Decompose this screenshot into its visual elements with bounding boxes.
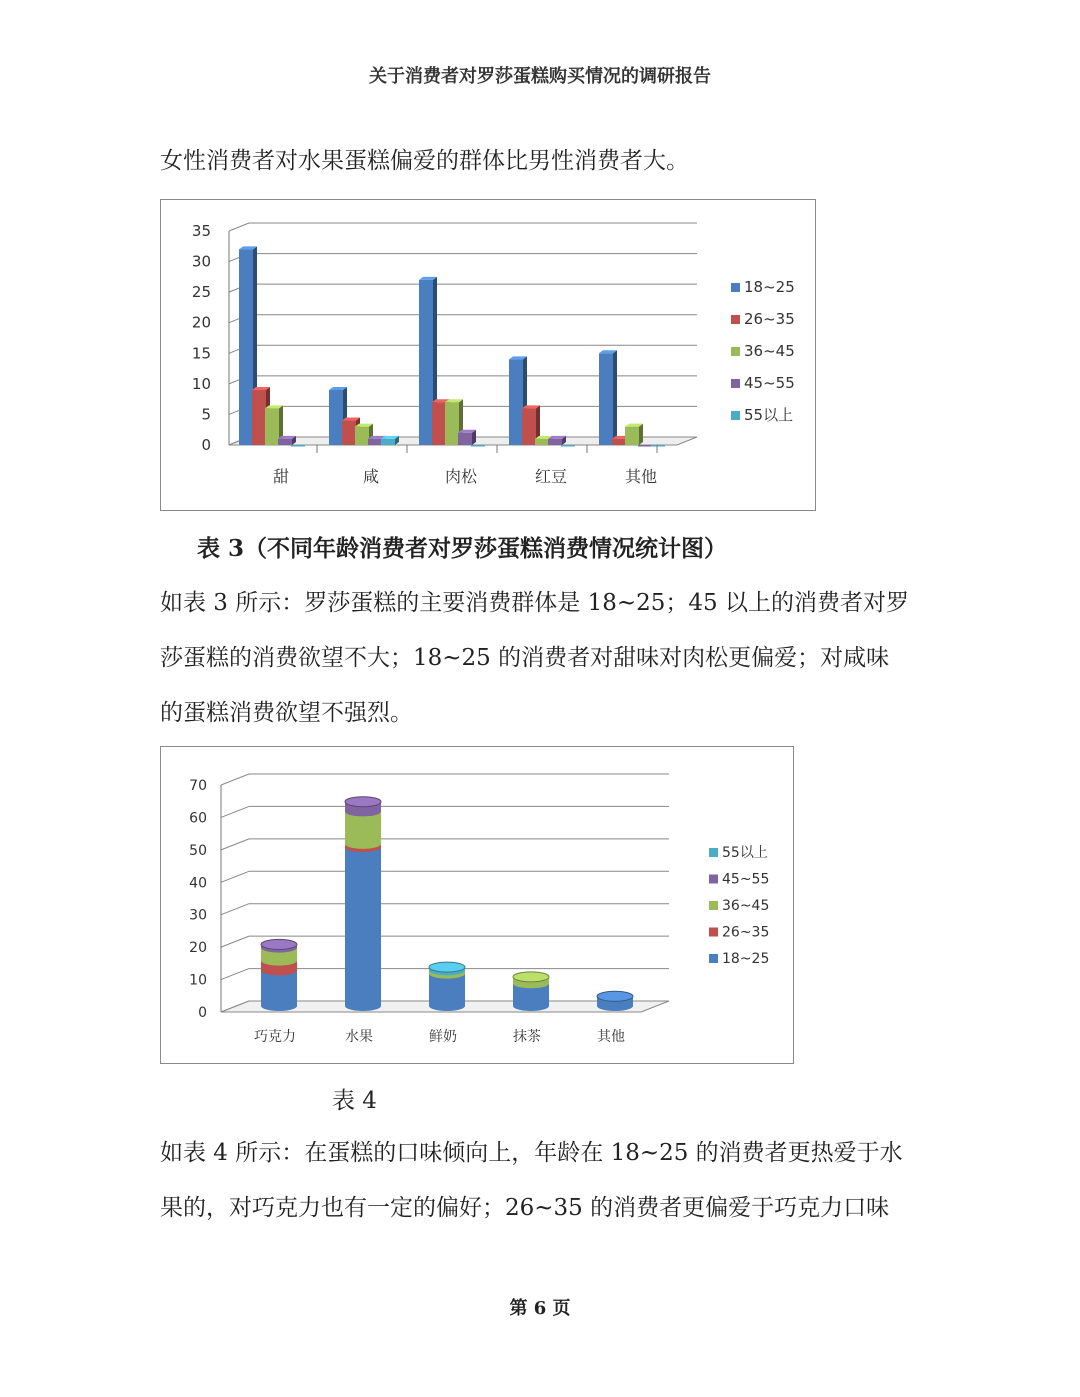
bar <box>638 445 652 447</box>
bar <box>239 249 253 445</box>
y-tick-label: 25 <box>191 283 211 302</box>
bar <box>625 427 639 445</box>
legend-swatch <box>731 347 740 356</box>
y-tick-label: 10 <box>189 972 207 989</box>
bar-side <box>639 424 643 445</box>
y-tick-label: 30 <box>191 252 211 271</box>
bar <box>432 402 446 445</box>
legend-label: 26~35 <box>722 924 770 941</box>
bar <box>368 439 382 445</box>
legend-label: 36~45 <box>744 342 795 360</box>
bar <box>471 445 485 447</box>
chart-3-analysis <box>160 576 930 741</box>
legend-label: 45~55 <box>744 374 795 392</box>
gridline-side <box>221 774 249 785</box>
stack-segment-bottom <box>345 806 381 816</box>
bar <box>252 390 266 445</box>
gridline-side <box>221 936 249 947</box>
legend-label: 45~55 <box>722 871 770 888</box>
y-tick-label: 10 <box>191 374 211 393</box>
x-tick-label: 抹茶 <box>513 1029 541 1045</box>
paragraph-line: 莎蛋糕的消费欲望不大；18~25 的消费者对甜味对肉松更偏爱；对咸味 <box>160 645 890 671</box>
y-tick-label: 0 <box>201 436 211 454</box>
bar <box>329 390 343 445</box>
y-tick-label: 40 <box>189 875 207 892</box>
y-tick-label: 15 <box>191 344 211 363</box>
gridline-side <box>221 871 249 882</box>
paragraph-line: 的蛋糕消费欲望不强烈。 <box>160 700 413 726</box>
page-header: 关于消费者对罗莎蛋糕购买情况的调研报告 <box>369 66 711 87</box>
x-tick-label: 肉松 <box>444 467 478 486</box>
gridline-side <box>221 904 249 915</box>
chart-4-analysis <box>160 1126 930 1236</box>
taste-stacked-cylinder-chart <box>160 746 794 1064</box>
y-tick-label: 50 <box>189 842 207 859</box>
stack-segment-bottom <box>345 839 381 849</box>
cylinder-top <box>345 797 381 807</box>
bar <box>445 402 459 445</box>
bar <box>355 427 369 445</box>
legend-swatch <box>709 954 718 963</box>
bar <box>561 445 575 447</box>
paragraph-line: 果的，对巧克力也有一定的偏好；26~35 的消费者更偏爱于巧克力口味 <box>160 1195 890 1221</box>
x-tick-label: 其他 <box>597 1029 625 1045</box>
x-tick-label: 巧克力 <box>254 1029 296 1045</box>
legend-label: 18~25 <box>744 278 795 296</box>
chart-4-svg <box>161 747 793 1063</box>
x-tick-label: 甜 <box>272 467 290 486</box>
y-tick-label: 5 <box>201 405 211 424</box>
paragraph-line: 如表 4 所示：在蛋糕的口味倾向上，年龄在 18~25 的消费者更热爱于水 <box>160 1140 903 1166</box>
stack-segment-bottom <box>429 1001 465 1011</box>
bar <box>522 408 536 445</box>
bar <box>278 439 292 445</box>
stack-segment-bottom <box>513 1001 549 1011</box>
cylinder-top <box>261 939 297 949</box>
legend-swatch <box>731 283 740 292</box>
bar <box>535 439 549 445</box>
bar <box>599 353 613 445</box>
y-tick-label: 20 <box>189 940 207 957</box>
legend-swatch <box>731 411 740 420</box>
chart-3-svg <box>161 200 815 510</box>
flavor-age-bar-chart <box>160 199 816 511</box>
x-tick-label: 其他 <box>624 467 658 486</box>
x-tick-label: 水果 <box>345 1029 373 1045</box>
stack-segment-bottom <box>597 1001 633 1011</box>
cylinder-top <box>513 972 549 982</box>
bar <box>548 439 562 445</box>
legend-swatch <box>709 928 718 937</box>
legend-label: 55以上 <box>722 845 768 861</box>
stack-segment-bottom <box>261 956 297 966</box>
chart-3-caption: 表 3（不同年龄消费者对罗莎蛋糕消费情况统计图） <box>197 535 728 562</box>
stack-segment-bottom <box>345 1001 381 1011</box>
bar <box>265 408 279 445</box>
bar <box>651 445 665 447</box>
stack-segment <box>345 847 381 1006</box>
legend-swatch <box>731 315 740 324</box>
bar-side <box>613 350 617 445</box>
bar <box>291 445 305 447</box>
gridline-side <box>221 806 249 817</box>
stack-segment <box>261 970 297 1006</box>
legend-swatch <box>709 875 718 884</box>
cylinder-top <box>429 962 465 972</box>
x-tick-label: 鲜奶 <box>429 1029 457 1045</box>
paragraph-line: 如表 3 所示：罗莎蛋糕的主要消费群体是 18~25；45 以上的消费者对罗 <box>160 590 909 616</box>
legend-label: 26~35 <box>744 310 795 328</box>
legend-swatch <box>731 379 740 388</box>
legend-swatch <box>709 848 718 857</box>
intro-paragraph: 女性消费者对水果蛋糕偏爱的群体比男性消费者大。 <box>160 148 689 174</box>
page-number: 第 6 页 <box>509 1298 571 1319</box>
gridline-side <box>221 969 249 980</box>
chart-4-caption: 表 4 <box>332 1088 377 1114</box>
cylinder-top <box>597 991 633 1001</box>
y-tick-label: 20 <box>191 313 211 332</box>
legend-label: 18~25 <box>722 951 770 967</box>
y-tick-label: 70 <box>189 778 207 794</box>
x-tick-label: 咸 <box>362 467 380 486</box>
stack-segment-bottom <box>261 1001 297 1011</box>
y-tick-label: 0 <box>198 1005 207 1021</box>
y-tick-label: 30 <box>189 907 207 924</box>
gridline-side <box>221 839 249 850</box>
legend-swatch <box>709 901 718 910</box>
bar <box>458 433 472 445</box>
y-tick-label: 60 <box>189 810 207 827</box>
legend-label: 55以上 <box>744 406 794 424</box>
bar <box>342 421 356 445</box>
bar <box>509 359 523 445</box>
bar <box>612 439 626 445</box>
x-tick-label: 红豆 <box>534 467 568 486</box>
gridline-side <box>229 223 249 231</box>
legend-label: 36~45 <box>722 898 770 914</box>
bar <box>419 280 433 445</box>
bar <box>381 439 395 445</box>
y-tick-label: 35 <box>191 222 211 240</box>
stack-segment-bottom <box>261 965 297 975</box>
